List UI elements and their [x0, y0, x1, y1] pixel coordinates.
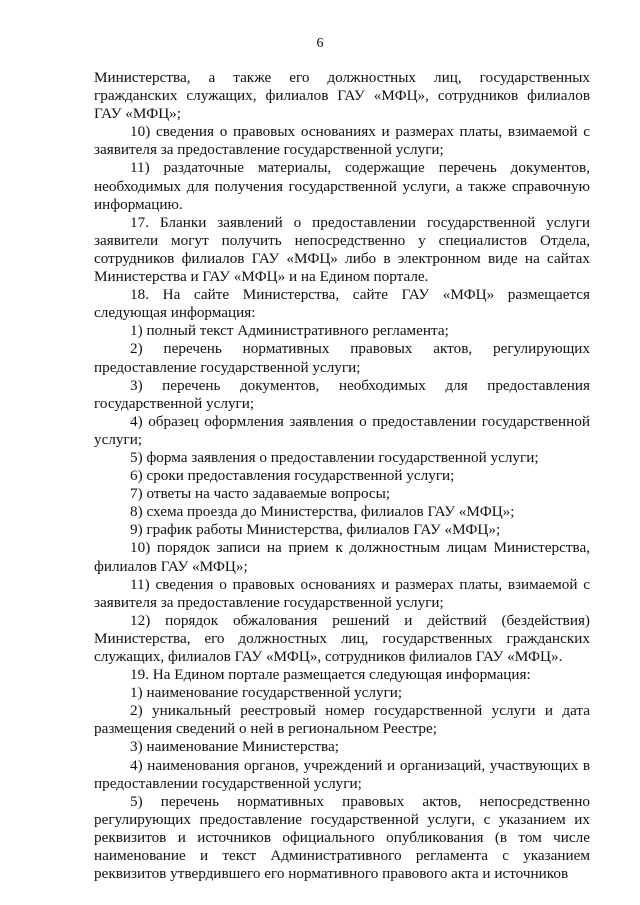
page-number: 6 [316, 36, 324, 51]
paragraph: 10) сведения о правовых основаниях и размерах платы, взимаемой с заявителя за предоставление государственной услуги; [94, 123, 590, 159]
paragraph: 3) перечень документов, необходимых для предоставления государственной услуги; [94, 376, 590, 412]
paragraph: 10) порядок записи на прием к должностным лицам Министерства, филиалов ГАУ «МФЦ»; [94, 539, 590, 575]
paragraph: 5) перечень нормативных правовых актов, непосредственно регулирующих предоставление государственной услуги, с указанием их реквизитов и источников официального опубликования (в том числе наименование и текст Административного регламента с указанием реквизитов утвердившего его нормативного правового акта и источников [94, 792, 590, 883]
paragraph: 2) уникальный реестровый номер государственной услуги и дата размещения сведений о ней в региональном Реестре; [94, 702, 590, 738]
document-body [94, 69, 590, 883]
paragraph: 3) наименование Министерства; [130, 738, 339, 756]
paragraph: 1) полный текст Административного регламента; [130, 322, 449, 340]
paragraph: 8) схема проезда до Министерства, филиалов ГАУ «МФЦ»; [130, 503, 515, 521]
paragraph: 19. На Едином портале размещается следующая информация: [130, 666, 531, 684]
paragraph: 2) перечень нормативных правовых актов, регулирующих предоставление государственной услуги; [94, 340, 590, 376]
paragraph: 5) форма заявления о предоставлении государственной услуги; [130, 448, 539, 466]
paragraph: 7) ответы на часто задаваемые вопросы; [130, 485, 391, 503]
paragraph: 11) сведения о правовых основаниях и размерах платы, взимаемой с заявителя за предоставление государственной услуги; [94, 575, 590, 611]
paragraph: 4) наименования органов, учреждений и организаций, участвующих в предоставлении государственной услуги; [94, 756, 590, 792]
paragraph: Министерства, а также его должностных лиц, государственных гражданских служащих, филиалов ГАУ «МФЦ», сотрудников филиалов ГАУ «МФЦ»; [94, 69, 590, 123]
paragraph: 17. Бланки заявлений о предоставлении государственной услуги заявители могут получить непосредственно у специалистов Отдела, сотрудников филиалов ГАУ «МФЦ» либо в электронном виде на сайтах Министерства и ГАУ «МФЦ» и на Едином портале. [94, 213, 590, 286]
paragraph: 11) раздаточные материалы, содержащие перечень документов, необходимых для получения государственной услуги, а также справочную информацию. [94, 159, 590, 213]
paragraph: 9) график работы Министерства, филиалов ГАУ «МФЦ»; [130, 521, 501, 539]
paragraph: 4) образец оформления заявления о предоставлении государственной услуги; [94, 412, 590, 448]
paragraph: 18. На сайте Министерства, сайте ГАУ «МФЦ» размещается следующая информация: [94, 286, 590, 322]
paragraph: 12) порядок обжалования решений и действий (бездействия) Министерства, его должностных лиц, государственных гражданских служащих, филиалов ГАУ «МФЦ», сотрудников филиалов ГАУ «МФЦ». [94, 611, 590, 665]
paragraph: 6) сроки предоставления государственной услуги; [130, 467, 455, 485]
paragraph: 1) наименование государственной услуги; [130, 684, 403, 702]
